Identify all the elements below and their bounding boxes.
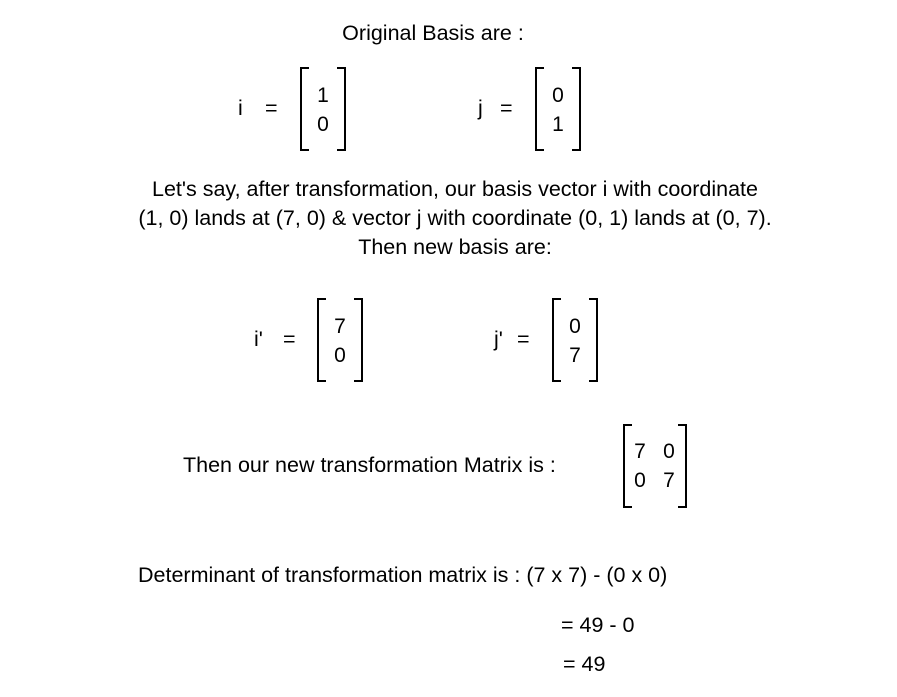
explanation-line-2: (1, 0) lands at (7, 0) & vector j with coordinate (0, 1) lands at (0, 7). bbox=[138, 206, 772, 230]
right-bracket bbox=[589, 298, 598, 382]
new-i-equals: = bbox=[283, 327, 296, 351]
matrix-cell: 0 bbox=[663, 440, 675, 463]
vector-cell: 7 bbox=[334, 315, 346, 338]
right-bracket bbox=[337, 67, 346, 151]
right-bracket bbox=[572, 67, 581, 151]
new-j-equals: = bbox=[517, 327, 530, 351]
transformation-matrix bbox=[623, 424, 687, 508]
left-bracket bbox=[300, 67, 309, 151]
vector-cell: 0 bbox=[569, 315, 581, 338]
vector-cell: 1 bbox=[317, 84, 329, 107]
original-i-label: i bbox=[238, 96, 243, 120]
vector-cell: 7 bbox=[569, 344, 581, 367]
new-j-label: j' bbox=[494, 327, 503, 351]
matrix-line-text: Then our new transformation Matrix is : bbox=[183, 453, 556, 477]
matrix-cell: 7 bbox=[634, 440, 646, 463]
left-bracket bbox=[535, 67, 544, 151]
vector-cell: 0 bbox=[334, 344, 346, 367]
new-i-vector bbox=[317, 298, 363, 382]
right-bracket bbox=[678, 424, 687, 508]
explanation-line-3: Then new basis are: bbox=[358, 235, 552, 259]
determinant-line-3: = 49 bbox=[563, 652, 606, 676]
new-i-label: i' bbox=[254, 327, 263, 351]
original-i-equals: = bbox=[265, 96, 278, 120]
determinant-line-2: = 49 - 0 bbox=[561, 613, 635, 637]
determinant-line-1: Determinant of transformation matrix is : (7 x 7) - (0 x 0) bbox=[138, 563, 668, 587]
matrix-cell: 0 bbox=[634, 469, 646, 492]
explanation-line-1: Let's say, after transformation, our basis vector i with coordinate bbox=[152, 177, 758, 201]
original-j-label: j bbox=[478, 96, 483, 120]
original-j-vector bbox=[535, 67, 581, 151]
right-bracket bbox=[354, 298, 363, 382]
original-j-equals: = bbox=[500, 96, 513, 120]
left-bracket bbox=[623, 424, 632, 508]
heading: Original Basis are : bbox=[342, 21, 524, 45]
vector-cell: 0 bbox=[317, 113, 329, 136]
new-j-vector bbox=[552, 298, 598, 382]
vector-cell: 0 bbox=[552, 84, 564, 107]
vector-cell: 1 bbox=[552, 113, 564, 136]
left-bracket bbox=[552, 298, 561, 382]
original-i-vector bbox=[300, 67, 346, 151]
matrix-cell: 7 bbox=[663, 469, 675, 492]
left-bracket bbox=[317, 298, 326, 382]
